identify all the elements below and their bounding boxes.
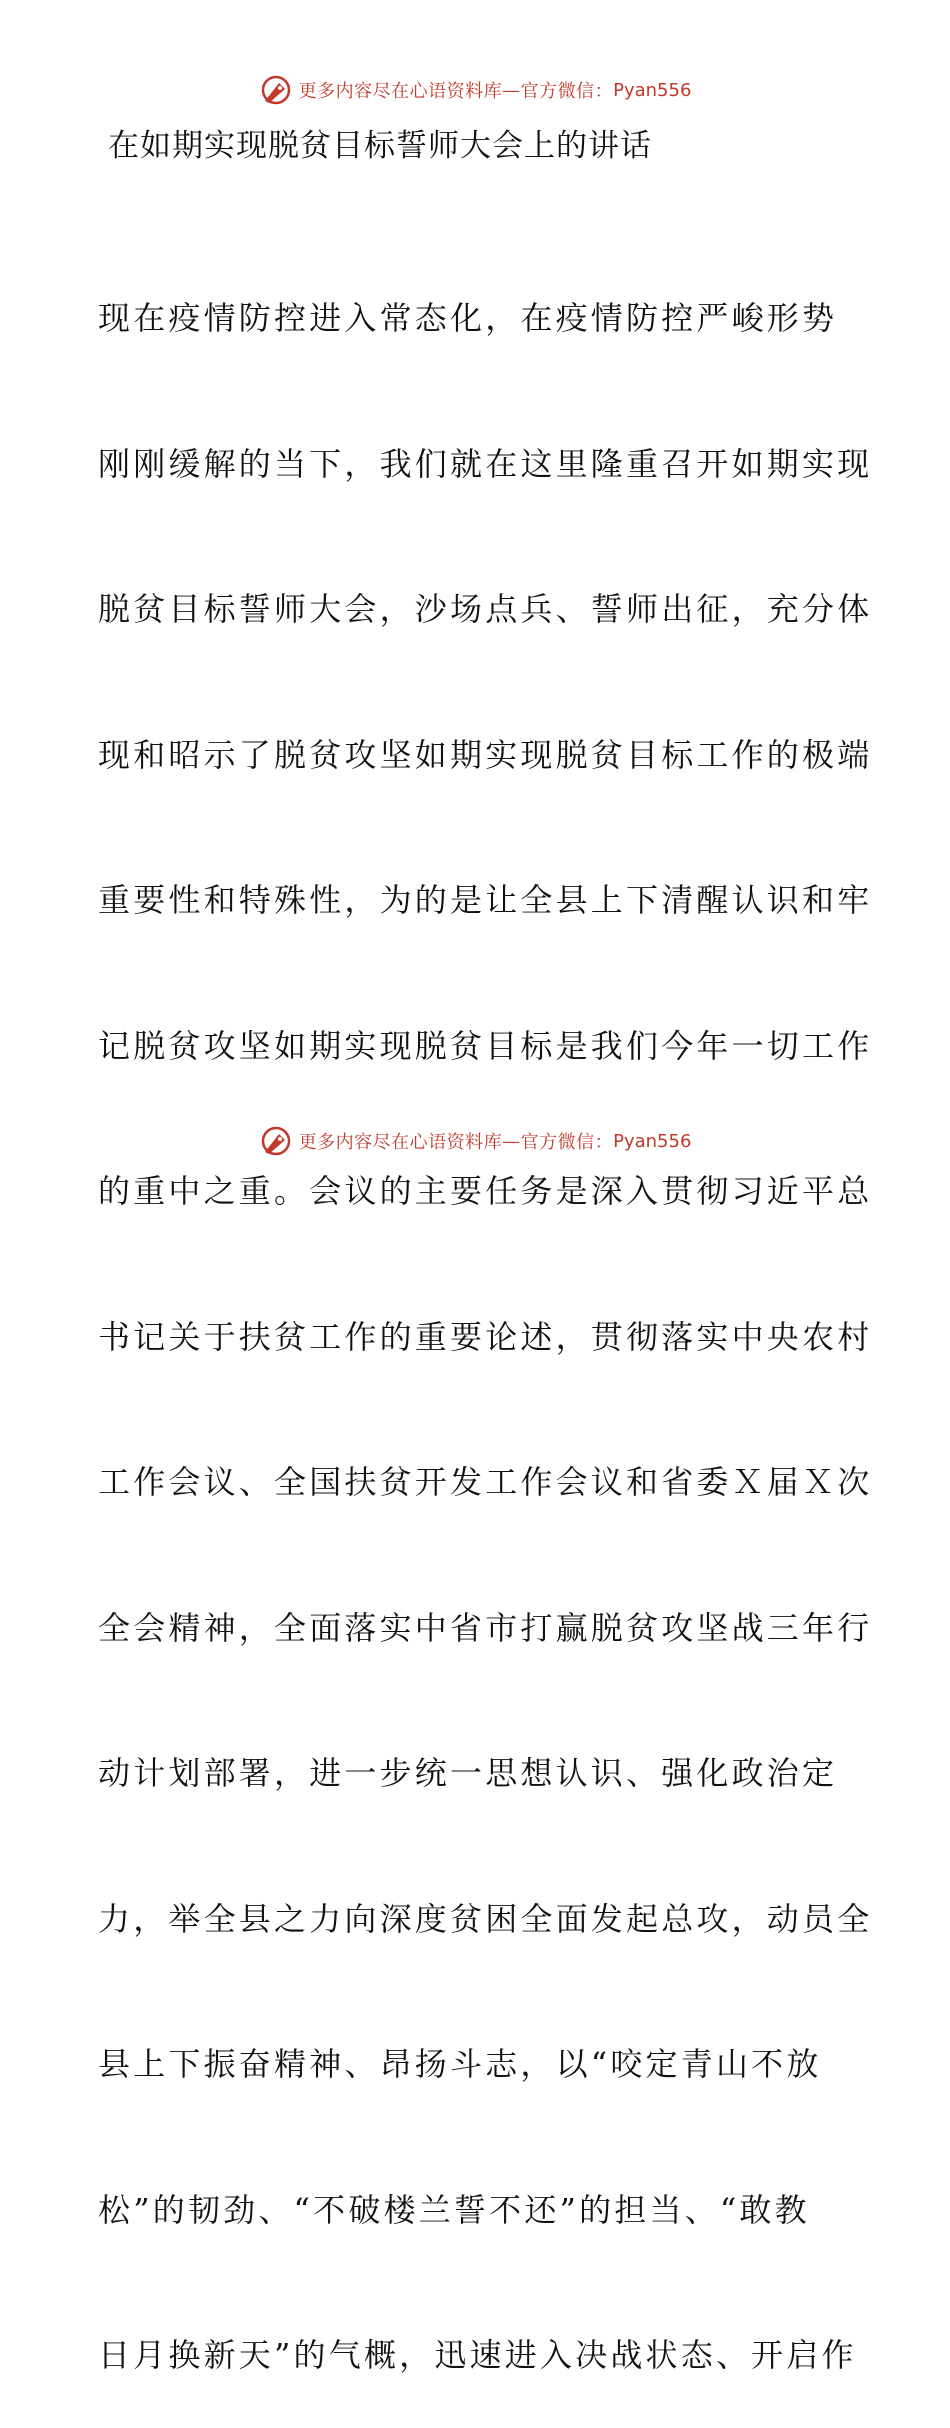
document-body xyxy=(98,197,873,2428)
body-line: 记脱贫攻坚如期实现脱贫目标是我们今年一切工作 xyxy=(98,1026,873,1065)
watermark-wechat-label: 官方微信： xyxy=(520,81,614,102)
body-line: 日月换新天”的气概，迅速进入决战状态、开启作 xyxy=(98,2336,857,2374)
pen-nib-logo-icon xyxy=(259,1124,293,1158)
body-line: 力，举全县之力向深度贫困全面发起总攻，动员全 xyxy=(98,1899,873,1938)
watermark-text: 更多内容尽在心语资料库 xyxy=(298,81,503,102)
watermark-wechat-label: 官方微信： xyxy=(520,1132,614,1153)
watermark-dash: — xyxy=(502,79,521,101)
body-line: 动计划部署，进一步统一思想认识、强化政治定 xyxy=(98,1754,838,1792)
watermark-text: 更多内容尽在心语资料库 xyxy=(298,1132,503,1153)
body-line: 县上下振奋精神、昂扬斗志，以“咬定青山不放 xyxy=(98,2045,822,2083)
body-line: 松”的韧劲、“不破楼兰誓不还”的担当、“敢教 xyxy=(98,2190,810,2229)
watermark-dash: — xyxy=(502,1130,521,1152)
footer-watermark xyxy=(0,1121,950,1161)
body-line: 脱贫目标誓师大会，沙场点兵、誓师出征，充分体 xyxy=(98,590,873,628)
body-line: 书记关于扶贫工作的重要论述，贯彻落实中央农村 xyxy=(98,1317,873,1356)
body-line: 刚刚缓解的当下，我们就在这里隆重召开如期实现 xyxy=(98,444,873,483)
body-line: 全会精神，全面落实中省市打赢脱贫攻坚战三年行 xyxy=(98,1608,873,1647)
body-line: 工作会议、全国扶贫开发工作会议和省委Ｘ届Ｘ次 xyxy=(98,1463,873,1501)
document-title: 在如期实现脱贫目标誓师大会上的讲话 xyxy=(108,128,652,164)
watermark-wechat-id: Pyan556 xyxy=(613,1130,692,1152)
header-watermark xyxy=(0,70,950,110)
body-line: 的重中之重。会议的主要任务是深入贯彻习近平总 xyxy=(98,1172,873,1210)
body-line: 现和昭示了脱贫攻坚如期实现脱贫目标工作的极端 xyxy=(98,735,873,774)
watermark-wechat-id: Pyan556 xyxy=(613,79,692,101)
body-line: 现在疫情防控进入常态化，在疫情防控严峻形势 xyxy=(98,299,838,337)
body-line: 重要性和特殊性，为的是让全县上下清醒认识和牢 xyxy=(98,881,873,919)
pen-nib-logo-icon xyxy=(259,73,293,107)
